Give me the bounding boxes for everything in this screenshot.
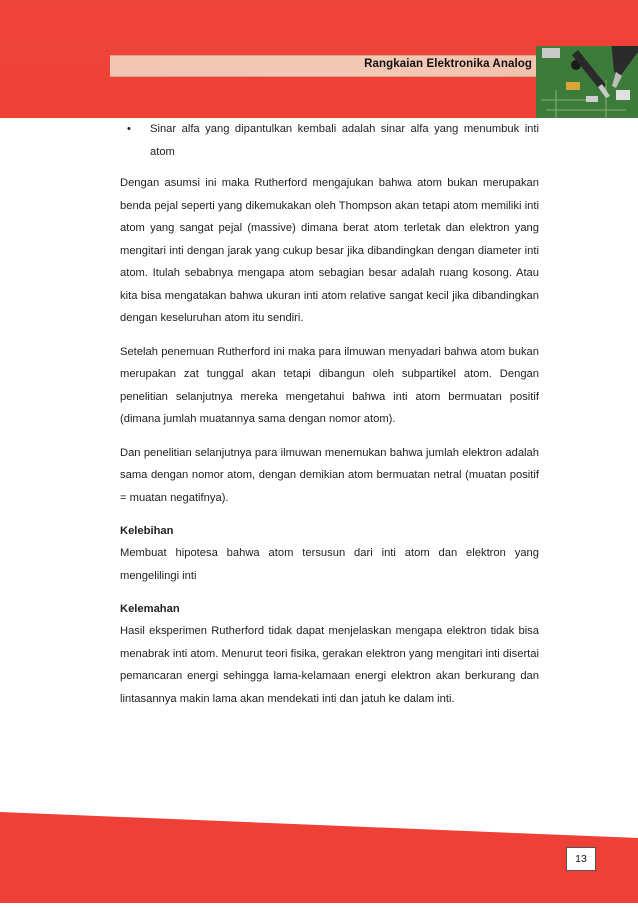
bullet-icon: •	[127, 123, 131, 135]
kelemahan-text: Hasil eksperimen Rutherford tidak dapat menjelaskan mengapa elektron tidak bisa menabrak inti atom. Menurut teori fisika, gerakan elektron yang mengitari inti disertai pemancaran energi sehingga lama-kelamaan energi elektron akan berkurang dan lintasannya makin lama akan mendekati inti dan jatuh ke dalam inti.	[120, 625, 539, 705]
bullet-text: Sinar alfa yang dipantulkan kembali adalah sinar alfa yang menumbuk inti atom	[150, 123, 539, 158]
page-content	[120, 118, 539, 721]
header-photo-circuit-board	[536, 40, 638, 118]
kelemahan-heading: Kelemahan	[120, 603, 180, 615]
paragraph: Dengan asumsi ini maka Rutherford mengajukan bahwa atom bukan merupakan benda pejal seperti yang dikemukakan oleh Thompson akan tetapi atom memiliki inti atom yang sangat pejal (massive) dimana berat atom terletak dan elektron yang mengitari inti dengan jarak yang cukup besar jika dibandingkan dengan diameter inti atom. Itulah sebabnya mengapa atom sebagian besar adalah ruang kosong. Atau kita bisa mengatakan bahwa ukuran inti atom relative sangat kecil jika dibandingkan dengan keseluruhan atom itu sendiri.	[120, 177, 539, 324]
header-bar	[110, 55, 538, 77]
paragraph: Setelah penemuan Rutherford ini maka para ilmuwan menyadari bahwa atom bukan merupakan zat tunggal akan tetapi dibangun oleh subpartikel atom. Dengan penelitian selanjutnya mereka mengetahui bahwa inti atom bermuatan positif (dimana jumlah muatannya sama dengan nomor atom).	[120, 345, 539, 425]
bullet-item	[120, 118, 539, 163]
page-number: 13	[566, 847, 596, 871]
kelebihan-text: Membuat hipotesa bahwa atom tersusun dari inti atom dan elektron yang mengelilingi inti	[120, 547, 539, 582]
kelebihan-heading: Kelebihan	[120, 525, 174, 537]
header-title: Rangkaian Elektronika Analog	[364, 58, 532, 70]
bottom-decorative-band	[0, 812, 638, 903]
paragraph: Dan penelitian selanjutnya para ilmuwan menemukan bahwa jumlah elektron adalah sama dengan nomor atom, dengan demikian atom bermuatan netral (muatan positif = muatan negatifnya).	[120, 446, 539, 504]
